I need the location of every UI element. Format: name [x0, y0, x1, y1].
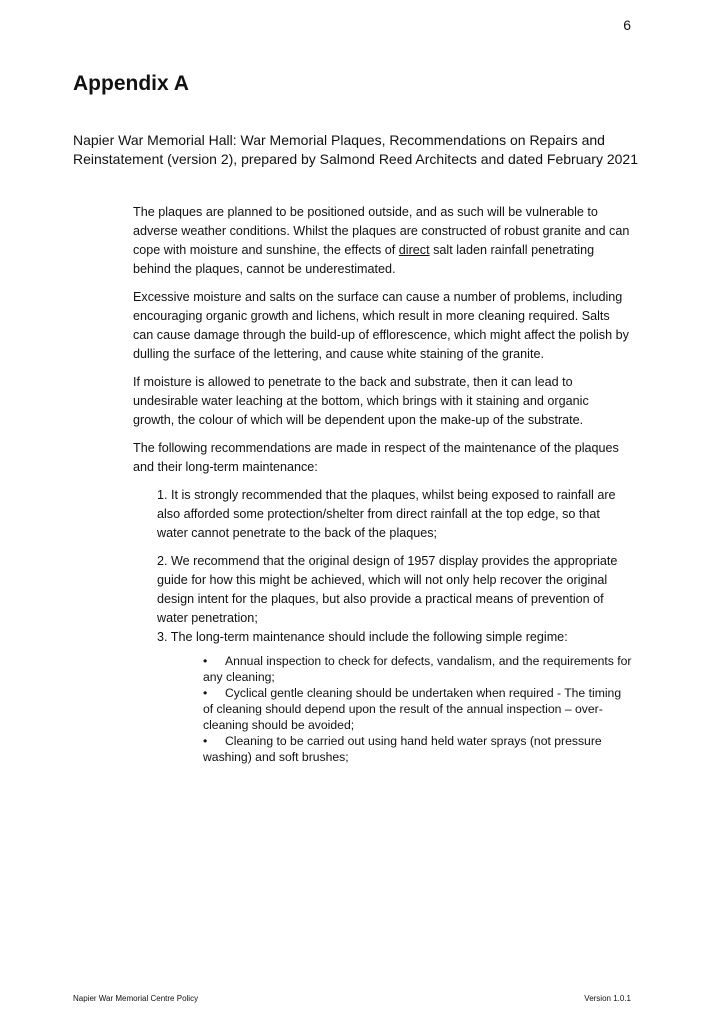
paragraph-moisture-salts: Excessive moisture and salts on the surface can cause a number of problems, including encouraging organic growth and lichens, which result in more cleaning required. Salts can cause damage through the build-up of efflorescence, which might affect the polish by dulling the surface of the lettering, and cause white staining of the granite. [133, 290, 629, 361]
recommendations-body [133, 203, 633, 765]
bullet-icon: • [203, 734, 208, 748]
list-item-text: Annual inspection to check for defects, vandalism, and the requirements for any cleaning; [203, 654, 632, 684]
recommendation-item: 2. We recommend that the original design of 1957 display provides the appropriate guide for how this might be achieved, which will not only help recover the original design intent for the plaques, but also provide a practical means of prevention of water penetration; [157, 554, 618, 625]
paragraph-weather-start: The plaques are planned to be positioned outside, and as such will be vulnerable to adverse weather conditions. Whilst the plaques are constructed of robust granite and can cope with moisture and sunshine, the effects of [133, 205, 630, 257]
bullet-icon: • [203, 686, 208, 700]
paragraph-penetration: If moisture is allowed to penetrate to the back and substrate, then it can lead to undesirable water leaching at the bottom, which brings with it staining and organic growth, the colour of which will be dependent upon the make-up of the substrate. [133, 375, 589, 427]
page-title: Appendix A [73, 72, 189, 95]
footer-version: Version 1.0.1 [584, 994, 631, 1003]
maintenance-regime-list [203, 653, 633, 765]
paragraph-weather-end: salt laden rainfall penetrating behind the plaques, cannot be underestimated. [133, 243, 595, 276]
list-item [203, 733, 633, 765]
list-item-text: Cyclical gentle cleaning should be undertaken when required - The timing of cleaning should depend upon the result of the annual inspection – over- cleaning should be avoided; [203, 686, 622, 732]
paragraph-recommendations-intro: The following recommendations are made in respect of the maintenance of the plaques and their long-term maintenance: [133, 441, 619, 474]
recommendation-item: 3. The long-term maintenance should include the following simple regime: [157, 630, 568, 644]
footer-document-title: Napier War Memorial Centre Policy [73, 994, 199, 1003]
underlined-word: direct [398, 243, 430, 257]
list-item [203, 685, 633, 733]
page-number: 6 [623, 17, 631, 33]
list-item-text: Cleaning to be carried out using hand held water sprays (not pressure washing) and soft brushes; [203, 734, 602, 764]
recommendation-list [157, 486, 633, 647]
document-subtitle: Napier War Memorial Hall: War Memorial Plaques, Recommendations on Repairs and Reinstatement (version 2), prepared by Salmond Reed Architects and dated February 2021 [73, 132, 638, 167]
list-item [203, 653, 633, 685]
bullet-icon: • [203, 654, 208, 668]
recommendation-item: 1. It is strongly recommended that the plaques, whilst being exposed to rainfall are also afforded some protection/shelter from direct rainfall at the top edge, so that water cannot penetrate to the back of the plaques; [157, 488, 616, 540]
paragraph-weather [133, 203, 633, 279]
